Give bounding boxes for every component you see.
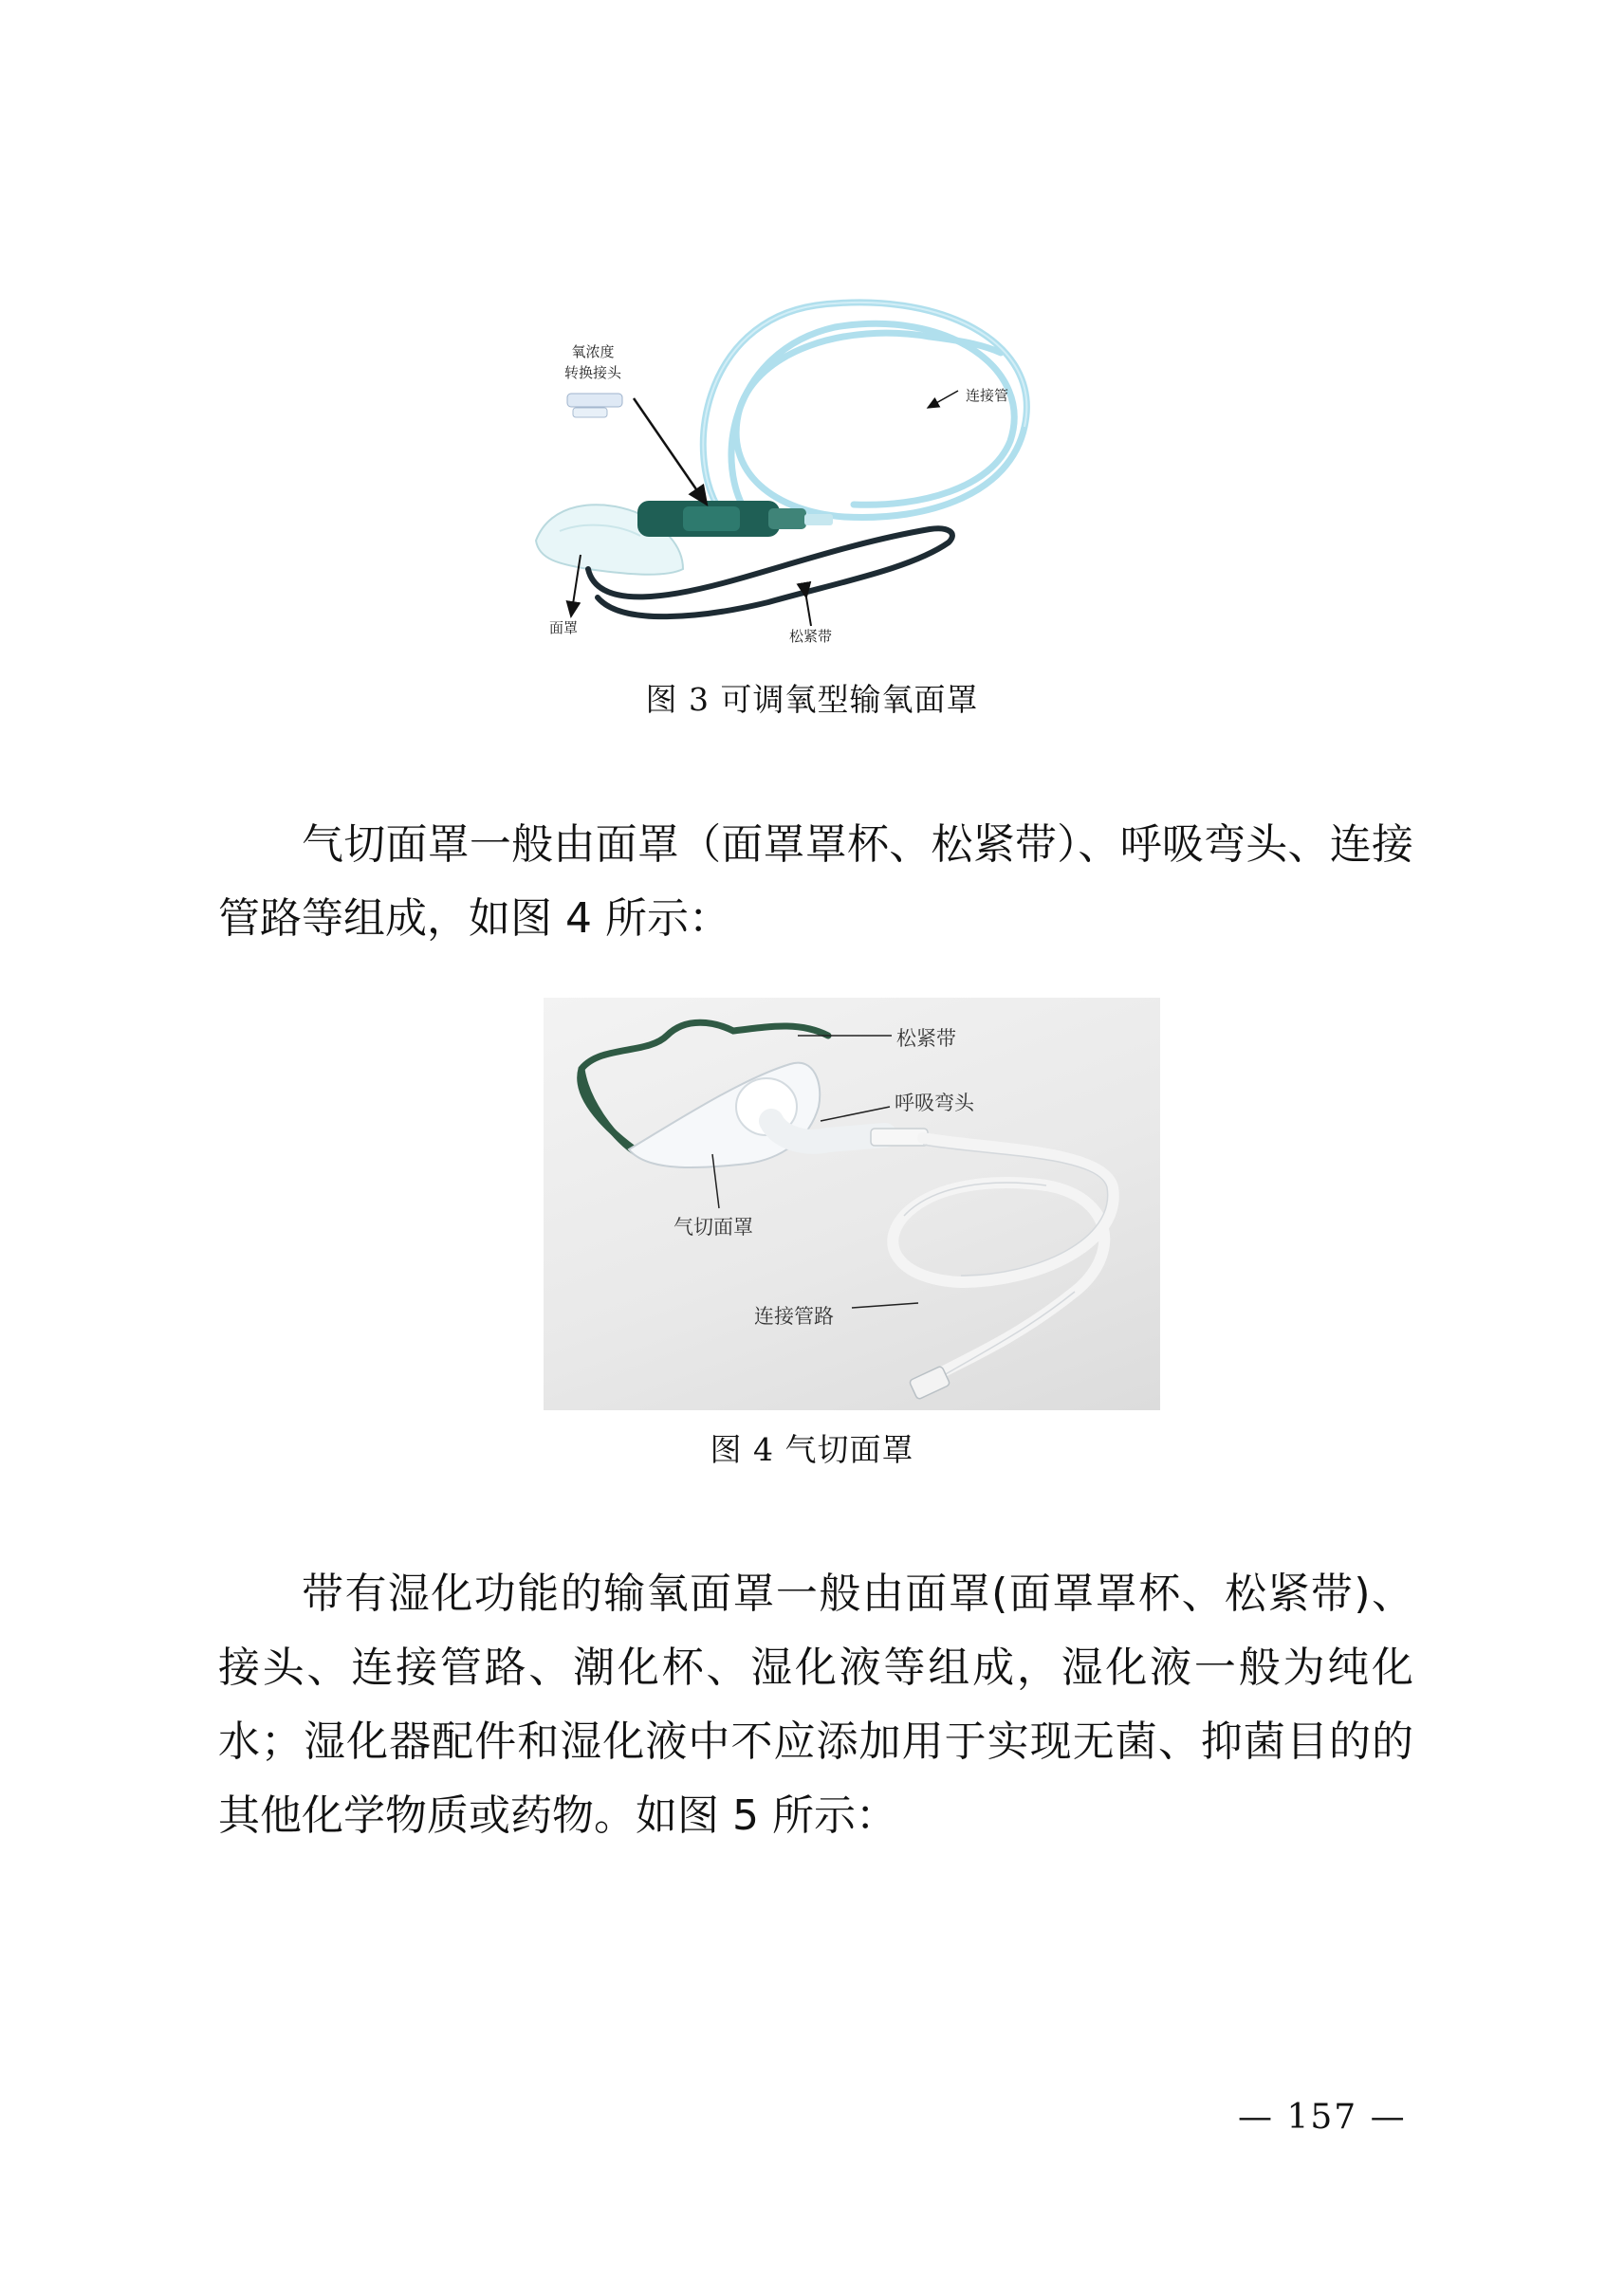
figure-4-caption: 图 4 气切面罩 <box>710 1431 914 1468</box>
label-tube: 连接管路 <box>754 1305 834 1328</box>
tracheostomy-mask-illustration <box>544 998 1160 1410</box>
figure-3-image <box>531 285 1062 659</box>
figure-4-image <box>544 998 1160 1410</box>
label-elbow: 呼吸弯头 <box>895 1092 974 1114</box>
paragraph-2: 带有湿化功能的输氧面罩一般由面罩(面罩罩杯、松紧带)、接头、连接管路、潮化杯、湿化液等组成，湿化液一般为纯化水；湿化器配件和湿化液中不应添加用于实现无菌、抑菌目的的其他化学物质或药物。如图 5 所示： <box>218 1570 1413 1840</box>
figure-3-caption: 图 3 可调氧型输氧面罩 <box>645 681 979 718</box>
label-oxygen-adapter: 氧浓度 转换接头 <box>564 343 622 381</box>
label-tube: 连接管 <box>966 387 1009 404</box>
paragraph-1: 气切面罩一般由面罩（面罩罩杯、松紧带）、呼吸弯头、连接管路等组成，如图 4 所示： <box>218 820 1413 943</box>
label-mask: 面罩 <box>549 619 579 636</box>
label-strap: 松紧带 <box>789 628 833 645</box>
label-mask: 气切面罩 <box>674 1216 753 1239</box>
label-strap: 松紧带 <box>896 1027 956 1050</box>
page-number: — 157 — <box>1238 2098 1407 2137</box>
